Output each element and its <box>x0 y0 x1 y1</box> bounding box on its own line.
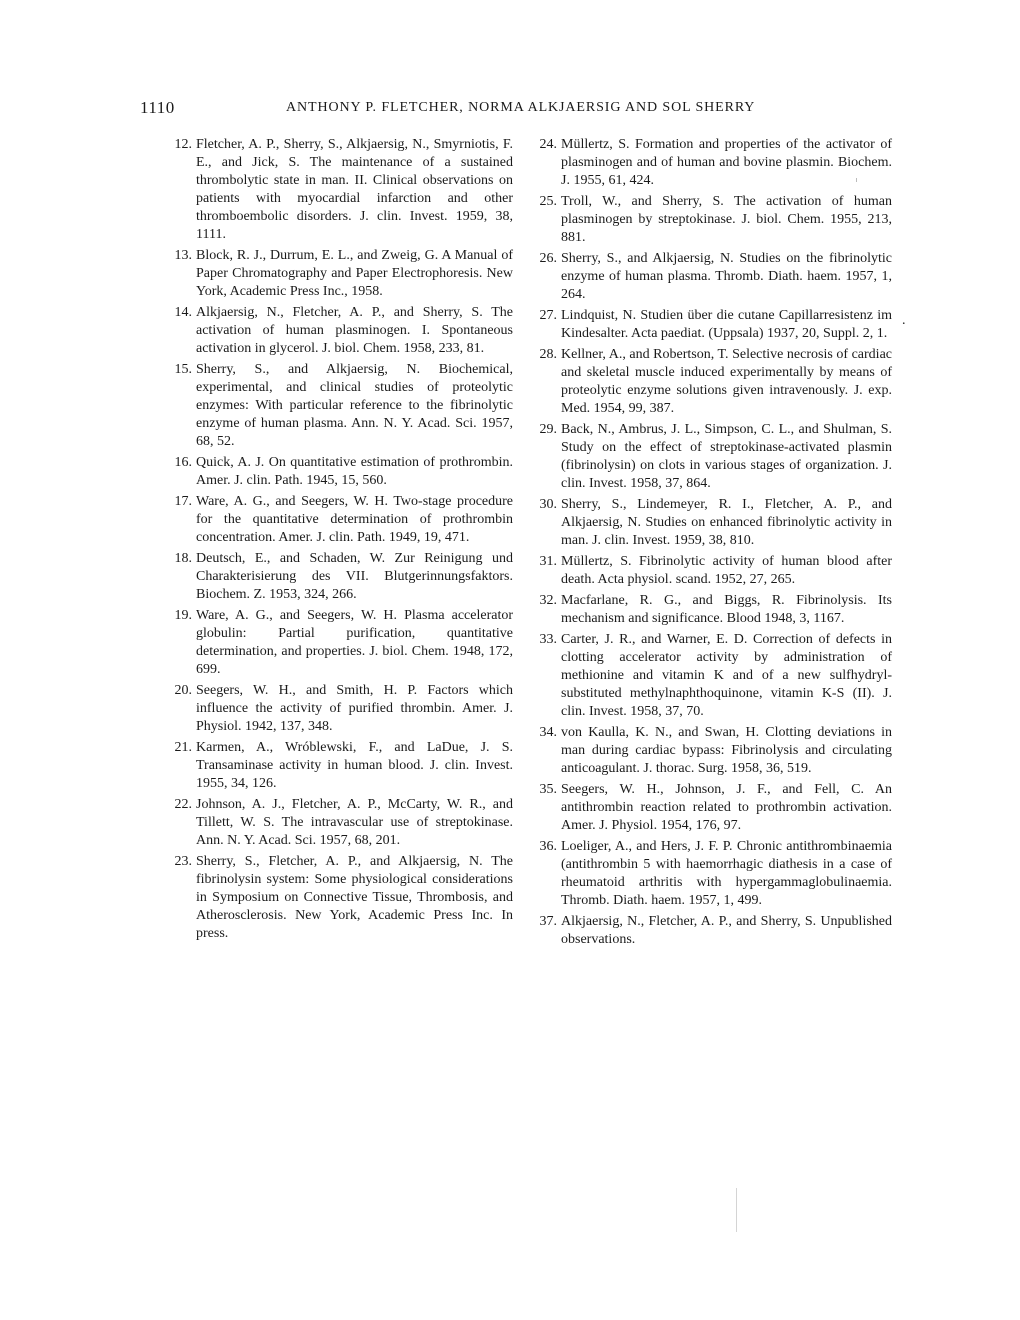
reference-number: 30 . <box>525 496 557 514</box>
reference-number: 21 . <box>160 739 192 757</box>
reference-item <box>525 421 892 493</box>
page-number: 1110 <box>140 98 175 117</box>
reference-number: 28 . <box>525 346 557 364</box>
reference-text: Sherry, S., and Alkjaersig, N. Studies on the fibrinolytic enzyme of human plasma. Thromb. Diath. haem. 1957, 1, 264. <box>561 251 892 302</box>
reference-number: 17 . <box>160 493 192 511</box>
references-left-column <box>160 136 513 946</box>
reference-item <box>525 592 892 628</box>
reference-text: Kellner, A., and Robertson, T. Selective necrosis of cardiac and skeletal muscle induced experimentally by means of proteolytic enzyme solutions given intravenously. J. exp. Med. 1954, 99, 387. <box>561 347 892 416</box>
reference-number: 25 . <box>525 193 557 211</box>
reference-item <box>160 853 513 943</box>
reference-number: 32 . <box>525 592 557 610</box>
reference-number: 34 . <box>525 724 557 742</box>
reference-text: Lindquist, N. Studien über die cutane Capillarresistenz im Kindesalter. Acta paediat. (Uppsala) 1937, 20, Suppl. 2, 1. <box>561 308 892 341</box>
reference-text: Alkjaersig, N., Fletcher, A. P., and Sherry, S. The activation of human plasminogen. I. Spontaneous activation in glycerol. J. biol. Chem. 1958, 233, 81. <box>196 305 513 356</box>
reference-number: 26 . <box>525 250 557 268</box>
reference-number: 15 . <box>160 361 192 379</box>
reference-text: Fletcher, A. P., Sherry, S., Alkjaersig, N., Smyrniotis, F. E., and Jick, S. The maintenance of a sustained thrombolytic state in man. II. Clinical observations on patients with myocardial infarction and other thromboembolic disorders. J. clin. Invest. 1959, 38, 1111. <box>196 137 513 242</box>
reference-item <box>160 739 513 793</box>
reference-item <box>160 493 513 547</box>
reference-item <box>525 838 892 910</box>
reference-text: Macfarlane, R. G., and Biggs, R. Fibrinolysis. Its mechanism and significance. Blood 1948, 3, 1167. <box>561 593 892 626</box>
reference-text: Back, N., Ambrus, J. L., Simpson, C. L., and Shulman, S. Study on the effect of streptokinase-activated plasmin (fibrinolysin) on clots in various stages of organization. J. clin. Invest. 1958, 37, 864. <box>561 422 892 491</box>
reference-item <box>160 796 513 850</box>
reference-text: Müllertz, S. Fibrinolytic activity of human blood after death. Acta physiol. scand. 1952, 27, 265. <box>561 554 892 587</box>
reference-number: 20 . <box>160 682 192 700</box>
reference-number: 24 . <box>525 136 557 154</box>
reference-number: 13 . <box>160 247 192 265</box>
reference-number: 37 . <box>525 913 557 931</box>
reference-number: 16 . <box>160 454 192 472</box>
reference-text: Quick, A. J. On quantitative estimation of prothrombin. Amer. J. clin. Path. 1945, 15, 560. <box>196 455 513 488</box>
reference-item <box>160 550 513 604</box>
reference-text: Ware, A. G., and Seegers, W. H. Two-stage procedure for the quantitative determination of prothrombin concentration. Amer. J. clin. Path. 1949, 19, 471. <box>196 494 513 545</box>
reference-text: Block, R. J., Durrum, E. L., and Zweig, G. A Manual of Paper Chromatography and Paper Electrophoresis. New York, Academic Press Inc., 1958. <box>196 248 513 299</box>
reference-number: 33 . <box>525 631 557 649</box>
reference-item <box>160 607 513 679</box>
reference-text: Ware, A. G., and Seegers, W. H. Plasma accelerator globulin: Partial purification, quantitative determination, and properties. J. biol. Chem. 1948, 172, 699. <box>196 608 513 677</box>
reference-item <box>525 136 892 190</box>
reference-item <box>160 136 513 244</box>
reference-number: 14 . <box>160 304 192 322</box>
reference-text: Sherry, S., and Alkjaersig, N. Biochemical, experimental, and clinical studies of proteolytic enzymes: With particular reference to the fibrinolytic enzyme of human plasma. Ann. N. Y. Acad. Sci. 1957, 68, 52. <box>196 362 513 449</box>
reference-text: Troll, W., and Sherry, S. The activation of human plasminogen by streptokinase. J. biol. Chem. 1955, 213, 881. <box>561 194 892 245</box>
reference-item <box>525 913 892 949</box>
reference-text: Loeliger, A., and Hers, J. F. P. Chronic antithrombinaemia (antithrombin 5 with haemorrhagic diathesis in a case of rheumatoid arthritis with hypergammaglobulinaemia. Thromb. Diath. haem. 1957, 1, 499. <box>561 839 892 908</box>
reference-text: von Kaulla, K. N., and Swan, H. Clotting deviations in man during cardiac bypass: Fibrinolysis and circulating anticoagulant. J. thorac. Surg. 1958, 36, 519. <box>561 725 892 776</box>
reference-item <box>160 361 513 451</box>
reference-item <box>525 250 892 304</box>
reference-item <box>525 496 892 550</box>
reference-text: Karmen, A., Wróblewski, F., and LaDue, J. S. Transaminase activity in human blood. J. clin. Invest. 1955, 34, 126. <box>196 740 513 791</box>
print-speck: . <box>902 313 906 328</box>
print-speck <box>856 178 857 182</box>
reference-text: Sherry, S., Fletcher, A. P., and Alkjaersig, N. The fibrinolysin system: Some physiological considerations in Symposium on Connective Tissue, Thrombosis, and Atherosclerosis. New York, Academic Press Inc. In press. <box>196 854 513 941</box>
reference-text: Müllertz, S. Formation and properties of the activator of plasminogen and of human and bovine plasmin. Biochem. J. 1955, 61, 424. <box>561 137 892 188</box>
reference-number: 19 . <box>160 607 192 625</box>
reference-item <box>160 247 513 301</box>
reference-number: 36 . <box>525 838 557 856</box>
reference-item <box>525 193 892 247</box>
reference-item <box>160 682 513 736</box>
reference-item <box>525 346 892 418</box>
reference-number: 35 . <box>525 781 557 799</box>
reference-text: Seegers, W. H., and Smith, H. P. Factors which influence the activity of purified thrombin. Amer. J. Physiol. 1942, 137, 348. <box>196 683 513 734</box>
reference-item <box>160 454 513 490</box>
reference-number: 27 . <box>525 307 557 325</box>
reference-item <box>525 631 892 721</box>
reference-text: Sherry, S., Lindemeyer, R. I., Fletcher, A. P., and Alkjaersig, N. Studies on enhanced fibrinolytic activity in man. J. clin. Invest. 1959, 38, 810. <box>561 497 892 548</box>
reference-number: 18 . <box>160 550 192 568</box>
scan-artifact-line <box>736 1188 737 1232</box>
references-right-column <box>525 136 892 952</box>
reference-item <box>525 724 892 778</box>
running-head-title: ANTHONY P. FLETCHER, NORMA ALKJAERSIG AND SOL SHERRY <box>286 100 756 115</box>
reference-text: Alkjaersig, N., Fletcher, A. P., and Sherry, S. Unpublished observations. <box>561 914 892 947</box>
reference-number: 23 . <box>160 853 192 871</box>
reference-number: 12 . <box>160 136 192 154</box>
reference-item <box>525 781 892 835</box>
reference-item <box>525 553 892 589</box>
reference-item <box>525 307 892 343</box>
reference-number: 29 . <box>525 421 557 439</box>
reference-number: 31 . <box>525 553 557 571</box>
reference-text: Deutsch, E., and Schaden, W. Zur Reinigung und Charakterisierung des VII. Blutgerinnungsfaktors. Biochem. Z. 1953, 324, 266. <box>196 551 513 602</box>
reference-text: Carter, J. R., and Warner, E. D. Correction of defects in clotting accelerator activity by administration of methionine and vitamin K and of a new sulfhydryl-substituted methylnaphthoquinone, vitamin K-S (II). J. clin. Invest. 1958, 37, 70. <box>561 632 892 719</box>
reference-text: Johnson, A. J., Fletcher, A. P., McCarty, W. R., and Tillett, W. S. The intravascular use of streptokinase. Ann. N. Y. Acad. Sci. 1957, 68, 201. <box>196 797 513 848</box>
reference-item <box>160 304 513 358</box>
running-head <box>140 98 900 118</box>
reference-text: Seegers, W. H., Johnson, J. F., and Fell, C. An antithrombin reaction related to prothrombin activation. Amer. J. Physiol. 1954, 176, 97. <box>561 782 892 833</box>
reference-number: 22 . <box>160 796 192 814</box>
